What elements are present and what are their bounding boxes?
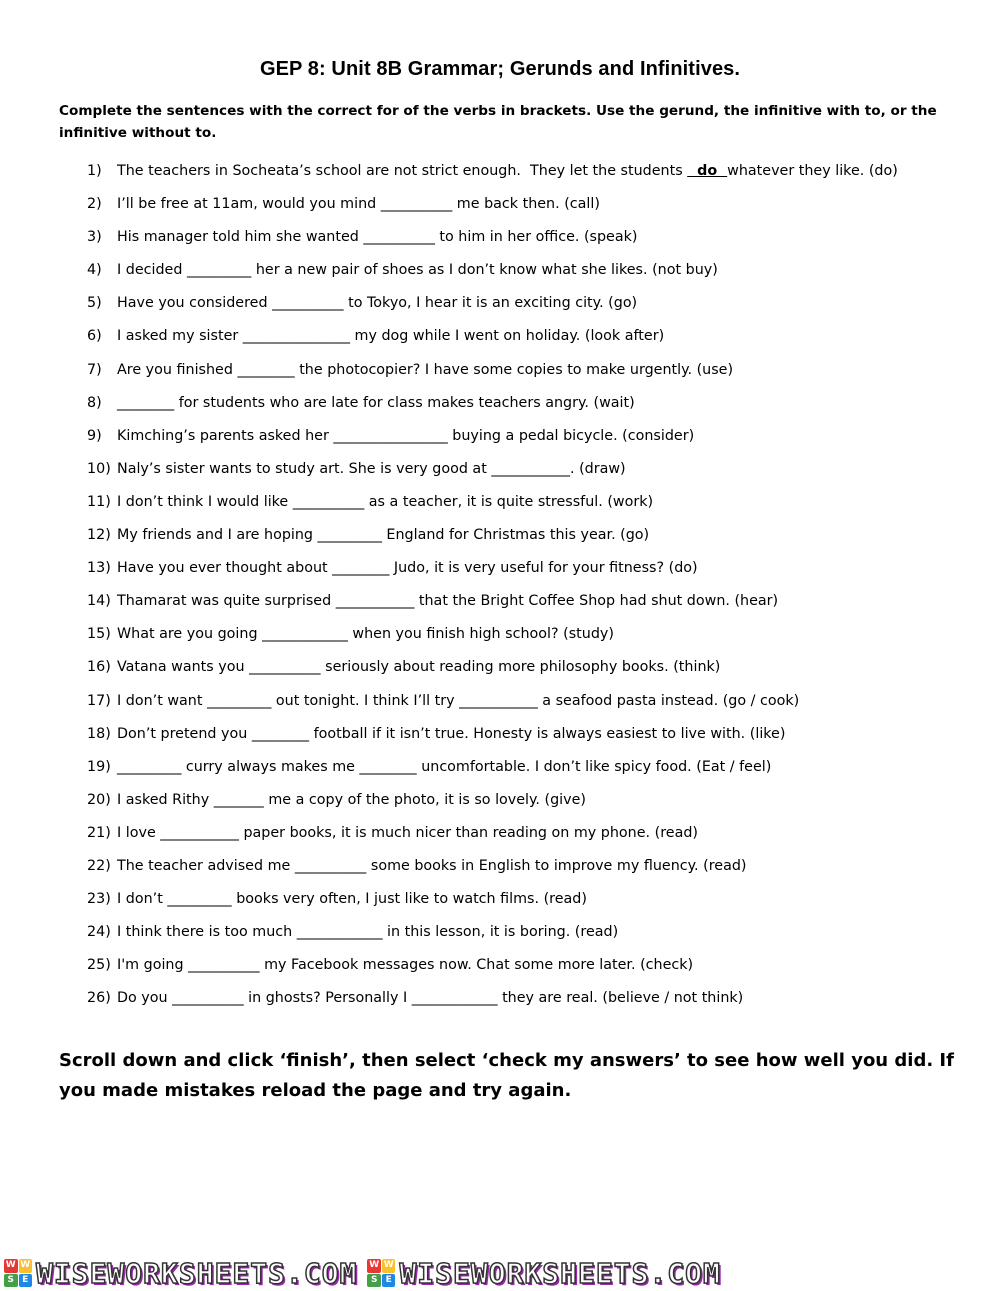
item-text: Don’t pretend you ________ football if it isn’t true. Honesty is always easiest to live with. (like): [117, 725, 786, 742]
exercise-item: [87, 556, 967, 589]
brand-site-name: WISEWORKSHEETS.COM: [399, 1256, 721, 1290]
wiseworksheets-branding: [0, 1255, 1000, 1291]
exercise-item: [87, 622, 967, 655]
item-text: Have you considered __________ to Tokyo, I hear it is an exciting city. (go): [117, 295, 638, 312]
item-number: 9): [87, 427, 102, 444]
brand-badge-icon: W W S E: [367, 1259, 395, 1287]
item-number: 15): [87, 626, 111, 643]
exercise-item: [87, 424, 967, 457]
item-text: I love ___________ paper books, it is much nicer than reading on my phone. (read): [117, 824, 698, 841]
item-text: I asked my sister _______________ my dog while I went on holiday. (look after): [117, 328, 665, 345]
instructions: Complete the sentences with the correct for of the verbs in brackets. Use the gerund, the infinitive with to, or the infinitive without to.: [59, 103, 937, 141]
exercise-item: [87, 192, 967, 225]
exercise-item: [87, 457, 967, 490]
exercise-item: [87, 159, 967, 192]
exercise-item: [87, 258, 967, 291]
item-text: Are you finished ________ the photocopier? I have some copies to make urgently. (use): [117, 361, 734, 378]
item-text: What are you going ____________ when you finish high school? (study): [117, 626, 614, 643]
item-number: 2): [87, 196, 102, 213]
item-text: I decided _________ her a new pair of shoes as I don’t know what she likes. (not buy): [117, 262, 718, 279]
exercise-item: [87, 391, 967, 424]
item-number: 23): [87, 891, 111, 908]
example-answer: do: [687, 163, 728, 179]
exercise-item: [87, 291, 967, 324]
item-text: I asked Rithy _______ me a copy of the photo, it is so lovely. (give): [117, 791, 586, 808]
exercise-item: [87, 887, 967, 920]
item-number: 11): [87, 493, 111, 510]
exercise-item: [87, 358, 967, 391]
item-number: 19): [87, 758, 111, 775]
item-number: 3): [87, 229, 102, 246]
item-number: 18): [87, 725, 111, 742]
item-number: 5): [87, 295, 102, 312]
item-text: I'm going __________ my Facebook messages now. Chat some more later. (check): [117, 957, 694, 974]
exercise-item: [87, 689, 967, 722]
item-text: I think there is too much ____________ in this lesson, it is boring. (read): [117, 924, 619, 941]
item-text: My friends and I are hoping _________ England for Christmas this year. (go): [117, 527, 650, 544]
item-number: 24): [87, 924, 111, 941]
exercise-item: [87, 655, 967, 688]
item-number: 22): [87, 857, 111, 874]
item-number: 13): [87, 560, 111, 577]
item-text: I’ll be free at 11am, would you mind __________ me back then. (call): [117, 196, 600, 213]
item-number: 26): [87, 990, 111, 1007]
item-text: I don’t _________ books very often, I just like to watch films. (read): [117, 891, 587, 908]
item-number: 14): [87, 593, 111, 610]
item-text: Thamarat was quite surprised ___________ that the Bright Coffee Shop had shut down. (hear): [117, 593, 779, 610]
item-text: The teacher advised me __________ some books in English to improve my fluency. (read): [117, 857, 747, 874]
item-text: Naly’s sister wants to study art. She is very good at ___________. (draw): [117, 460, 626, 477]
item-number: 8): [87, 394, 102, 411]
item-number: 12): [87, 527, 111, 544]
exercise-item: [87, 920, 967, 953]
item-text: Do you __________ in ghosts? Personally I ____________ they are real. (believe / not think): [117, 990, 744, 1007]
item-number: 10): [87, 460, 111, 477]
brand-badge-icon: W W S E: [4, 1259, 32, 1287]
brand-site-name: WISEWORKSHEETS.COM: [36, 1256, 358, 1290]
exercise-item: [87, 523, 967, 556]
item-text: I don’t think I would like __________ as a teacher, it is quite stressful. (work): [117, 493, 654, 510]
worksheet-title: GEP 8: Unit 8B Grammar; Gerunds and Infinitives.: [259, 58, 741, 80]
item-text: I don’t want _________ out tonight. I think I’ll try ___________ a seafood pasta instead. (go / cook): [117, 692, 800, 709]
item-number: 4): [87, 262, 102, 279]
item-number: 16): [87, 659, 111, 676]
exercise-item: [87, 225, 967, 258]
item-number: 21): [87, 824, 111, 841]
finish-instructions: Scroll down and click ‘finish’, then select ‘check my answers’ to see how well you did. If you made mistakes reload the page and try again.: [59, 1050, 954, 1101]
exercise-item: [87, 821, 967, 854]
exercise-item: [87, 755, 967, 788]
exercise-item: [87, 953, 967, 986]
exercise-item: [87, 986, 967, 1019]
item-number: 1): [87, 163, 102, 179]
item-text: _________ curry always makes me ________ uncomfortable. I don’t like spicy food. (Eat / feel): [117, 758, 772, 775]
item-text: Vatana wants you __________ seriously about reading more philosophy books. (think): [117, 659, 721, 676]
exercise-list: [87, 159, 967, 1019]
item-number: 7): [87, 361, 102, 378]
brand-logo: [4, 1257, 357, 1290]
item-text: ________ for students who are late for class makes teachers angry. (wait): [117, 394, 635, 411]
item-number: 20): [87, 791, 111, 808]
exercise-item: [87, 788, 967, 821]
brand-logo: [367, 1257, 720, 1290]
item-text: The teachers in Socheata’s school are not strict enough. They let the students do whatever they like. (do): [117, 163, 898, 179]
item-number: 6): [87, 328, 102, 345]
exercise-item: [87, 490, 967, 523]
exercise-item: [87, 589, 967, 622]
item-text: Kimching’s parents asked her ________________ buying a pedal bicycle. (consider): [117, 427, 695, 444]
item-text: His manager told him she wanted __________ to him in her office. (speak): [117, 229, 638, 246]
exercise-item: [87, 854, 967, 887]
exercise-item: [87, 722, 967, 755]
exercise-item: [87, 324, 967, 357]
item-number: 25): [87, 957, 111, 974]
item-number: 17): [87, 692, 111, 709]
item-text: Have you ever thought about ________ Judo, it is very useful for your fitness? (do): [117, 560, 698, 577]
